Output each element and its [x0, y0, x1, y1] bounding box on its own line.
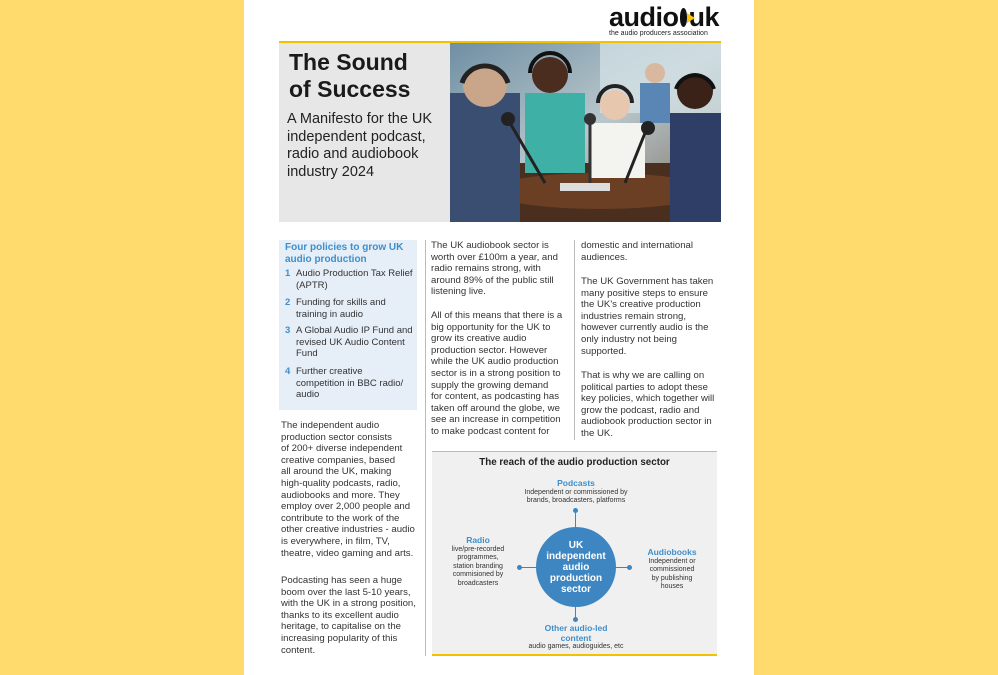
audiobooks-text: Independent or commissioned by publishing houses: [648, 558, 696, 591]
col3-paragraph-1: domestic and international audiences.: [581, 240, 693, 263]
page-subtitle: A Manifesto for the UK independent podcast, radio and audiobook industry 2024: [287, 111, 433, 180]
logo-word-audio: audio: [609, 2, 679, 32]
other-heading: Other audio-led content: [544, 623, 608, 643]
play-icon: [680, 8, 688, 27]
manifesto-page: [244, 0, 754, 675]
policy-item: 4 Further creative competition in BBC radio/ audio: [285, 366, 404, 400]
node-dot: [573, 508, 578, 513]
audiouk-logo: [609, 2, 719, 37]
page-title: The Sound of Success: [289, 49, 411, 102]
policy-item: 2 Funding for skills and training in audio: [285, 297, 386, 320]
title-panel: [279, 43, 450, 222]
radio-text: live/pre-recorded programmes, station branding commisioned by broadcasters: [451, 546, 505, 587]
col3-paragraph-2: The UK Government has taken many positive steps to ensure the UK's creative production industries remain strong, however currently audio is the only industry not being supported.: [581, 276, 714, 357]
other-text: audio games, audioguides, etc: [528, 643, 624, 650]
radio-heading: Radio: [466, 535, 490, 545]
col1-paragraph-1: The independent audio production sector consists of 200+ diverse independent creative companies, based all around the UK, making high-quality podcasts, radio, audiobooks and more. They employ over 2,000 people and contribute to the work of the other creative industries - audio is everywhere, in film, TV, theatre, video gaming and arts.: [281, 420, 415, 559]
logo-word-uk: uk: [688, 2, 719, 32]
policies-heading: Four policies to grow UK audio production: [285, 242, 404, 265]
node-dot: [517, 565, 522, 570]
policy-item: 3 A Global Audio IP Fund and revised UK Audio Content Fund: [285, 325, 413, 359]
col3-paragraph-3: That is why we are calling on political parties to adopt these key policies, which together will grow the podcast, radio and audiobook production sector in the UK.: [581, 370, 715, 439]
reach-infographic: [432, 452, 717, 655]
audiobooks-heading: Audiobooks: [647, 547, 697, 557]
center-circle: UK independent audio production sector: [536, 527, 616, 607]
spoke-left: [520, 567, 536, 568]
node-dot: [627, 565, 632, 570]
infographic-title: The reach of the audio production sector: [479, 457, 670, 468]
podcasts-heading: Podcasts: [557, 478, 595, 488]
column-divider: [425, 240, 426, 656]
logo-tagline: the audio producers association: [609, 30, 708, 37]
col2-paragraph-1: The UK audiobook sector is worth over £100m a year, and radio remains strong, with around 89% of the public still listening live.: [431, 240, 558, 298]
column-divider: [574, 240, 575, 440]
col2-paragraph-2: All of this means that there is a big opportunity for the UK to grow its creative audio production sector. However while the UK audio production sector is in a strong position to supply the growing demand for content, as podcasting has taken off around the globe, we see an increase in competition to make podcast content for: [431, 310, 563, 437]
policy-item: 1 Audio Production Tax Relief (APTR): [285, 268, 413, 291]
studio-photo: [450, 43, 721, 222]
policies-box: [279, 240, 417, 410]
node-dot: [573, 617, 578, 622]
infographic-bottom-rule: [432, 654, 717, 656]
podcasts-text: Independent or commissioned by brands, broadcasters, platforms: [524, 489, 628, 505]
col1-paragraph-2: Podcasting has seen a huge boom over the last 5-10 years, with the UK in a strong position, thanks to its excellent audio heritage, to capitalise on the increasing popularity of this content.: [281, 575, 416, 656]
